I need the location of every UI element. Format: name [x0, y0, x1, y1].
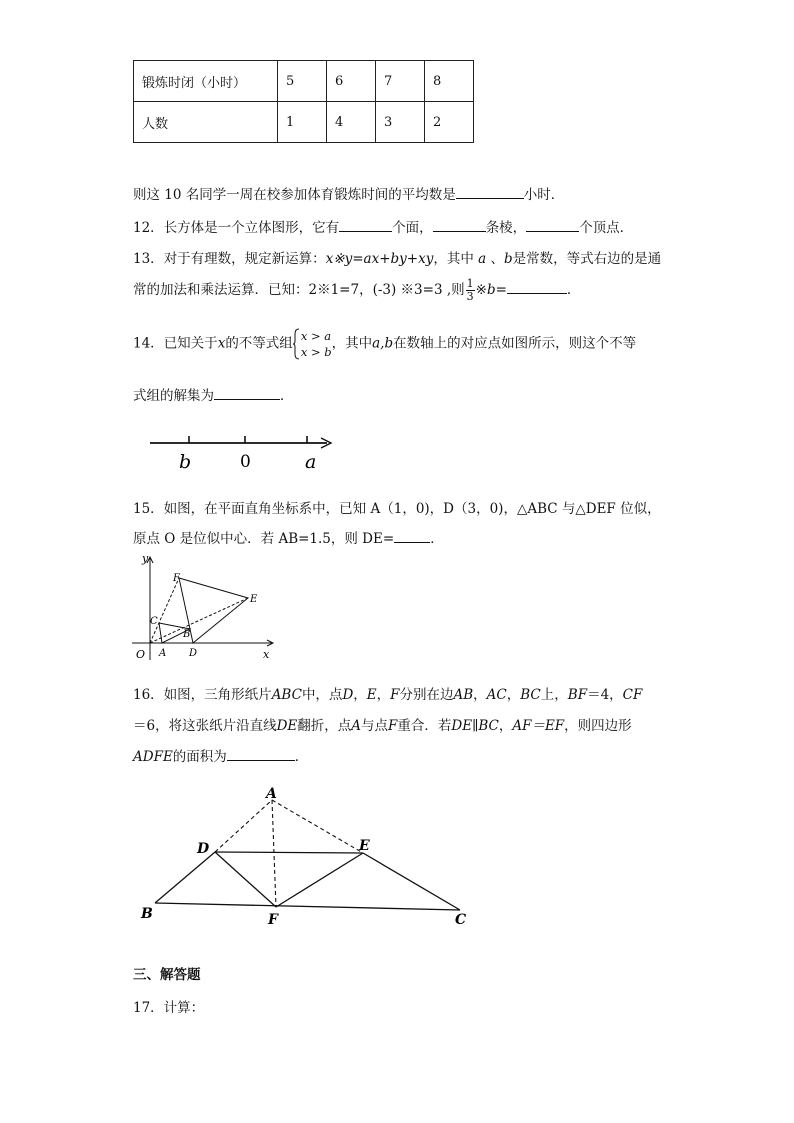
table-header-cell: 人数: [134, 102, 278, 143]
answer-blank: [394, 528, 430, 543]
table-cell: 3: [376, 102, 425, 143]
table-row: [134, 102, 474, 143]
dashed-line-of: [150, 578, 179, 643]
dashed-ae: [272, 800, 363, 853]
brace-icon: [293, 328, 300, 360]
fraction: $\frac{1}{3}$: [466, 277, 474, 303]
table-cell: 7: [376, 61, 425, 102]
table-cell: 4: [327, 102, 376, 143]
svg-text:C: C: [150, 616, 158, 627]
question-14-line1: 14．已知关于x的不等式组 x > a x > b ，其中a,b在数轴上的对应点如图所示，则这个不等: [133, 329, 637, 359]
svg-text:F: F: [268, 912, 278, 928]
svg-text:C: C: [455, 912, 467, 928]
svg-text:A: A: [159, 648, 167, 659]
question-15-line1: 15．如图，在平面直角坐标系中，已知 A（1，0)，D（3，0)，△ABC 与△DEF 位似，: [133, 501, 661, 517]
table-row: [134, 61, 474, 102]
table-cell: 8: [425, 61, 474, 102]
segment-df: [215, 852, 276, 907]
question-16-line2: ＝6，将这张纸片沿直线DE翻折，点A与点F重合．若DE∥BC，AF＝EF，则四边形: [133, 718, 632, 734]
number-line-figure: [145, 428, 345, 478]
table-cell: 6: [327, 61, 376, 102]
side-bd: [155, 852, 215, 903]
question-16-line3: ADFE的面积为 ．: [133, 745, 308, 765]
label-a: a: [305, 451, 317, 473]
folded-triangle-figure: [135, 780, 480, 930]
svg-text:x: x: [263, 648, 270, 661]
question-13-line1: 13．对于有理数，规定新运算：x※y=ax+by+xy，其中 a 、b是常数，等式右边的是通: [133, 251, 662, 267]
fold-line-de: [215, 852, 363, 853]
similar-triangles-figure: [128, 548, 278, 663]
dashed-ad: [215, 800, 272, 852]
question-12: 12．长方体是一个立体图形，它有 个面， 条棱， 个顶点．: [133, 216, 633, 236]
dashed-line-oe: [150, 598, 248, 643]
svg-text:D: D: [197, 841, 210, 857]
svg-text:B: B: [141, 906, 153, 922]
section-heading: 三、解答题: [133, 967, 201, 983]
table-header-cell: 锻炼时闭（小时）: [134, 61, 278, 102]
table-cell: 1: [278, 102, 327, 143]
label-b: b: [179, 451, 192, 473]
inequality-system: x > a x > b: [293, 328, 332, 360]
answer-blank: [227, 746, 295, 761]
svg-text:A: A: [266, 786, 277, 802]
answer-blank: [339, 217, 392, 232]
answer-blank: [456, 184, 524, 199]
question-15-line2: 原点 O 是位似中心．若 AB=1.5，则 DE= ．: [133, 527, 444, 547]
answer-blank: [507, 279, 567, 294]
svg-text:D: D: [189, 648, 198, 659]
question-17: 17．计算：: [133, 1000, 205, 1016]
svg-text:y: y: [142, 552, 149, 565]
answer-blank: [526, 217, 579, 232]
svg-text:O: O: [136, 648, 146, 661]
table-cell: 5: [278, 61, 327, 102]
table-cell: 2: [425, 102, 474, 143]
question-14-line2: 式组的解集为 ．: [133, 384, 294, 404]
answer-blank: [433, 217, 486, 232]
answer-blank: [214, 385, 280, 400]
exercise-time-table: [133, 60, 474, 143]
side-ec: [363, 853, 460, 910]
segment-fe: [276, 853, 363, 907]
dashed-af: [272, 800, 276, 907]
svg-text:E: E: [250, 594, 258, 605]
label-zero: 0: [240, 452, 251, 472]
question-11-tail: 则这 10 名同学一周在校参加体育锻炼时间的平均数是 小时．: [133, 183, 564, 203]
svg-text:B: B: [183, 629, 191, 640]
svg-text:E: E: [359, 838, 370, 854]
svg-text:F: F: [173, 573, 180, 584]
question-13-line2: 常的加法和乘法运算．已知：2※1=7，(-3) ※3=3 ,则 $\frac{1}{3}$ ※b= ．: [133, 277, 581, 303]
question-16-line1: 16．如图，三角形纸片ABC中，点D，E，F分别在边AB，AC，BC上，BF＝4，CF: [133, 687, 643, 703]
side-bc: [155, 903, 460, 910]
